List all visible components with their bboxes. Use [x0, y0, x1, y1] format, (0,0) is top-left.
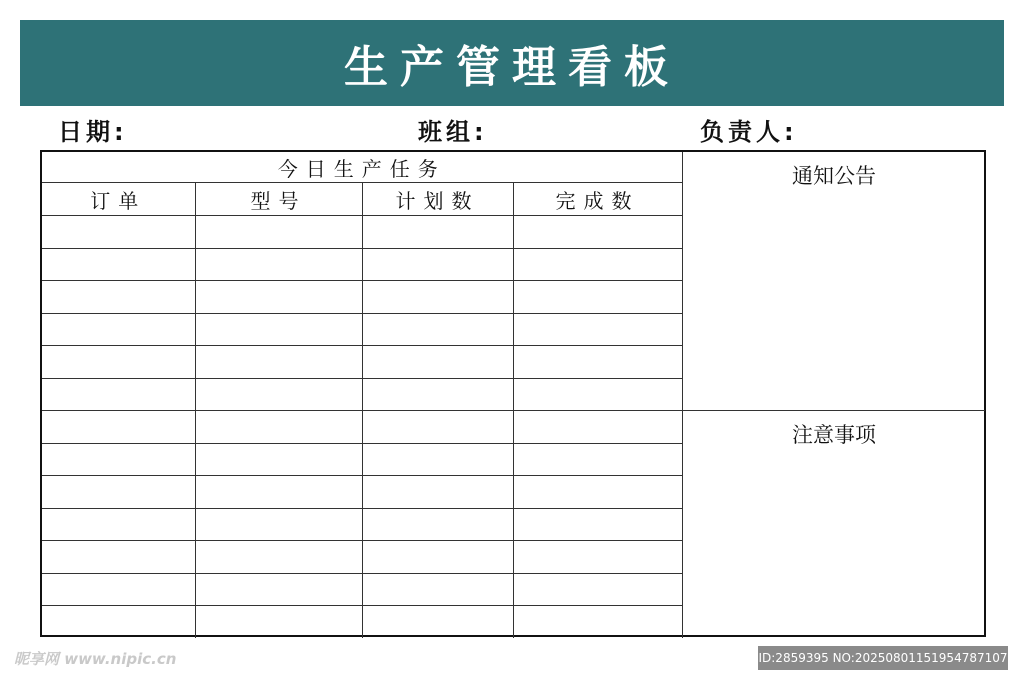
table-cell	[513, 346, 682, 379]
table-row	[42, 541, 682, 574]
notice-section	[683, 152, 985, 411]
table-cell	[195, 313, 362, 346]
table-cell	[42, 411, 195, 444]
table-cell	[195, 378, 362, 411]
table-cell	[42, 346, 195, 379]
table-cell	[513, 508, 682, 541]
table-cell	[195, 281, 362, 314]
table-row	[42, 248, 682, 281]
table-cell	[362, 346, 513, 379]
table-row	[42, 606, 682, 638]
table-cell	[195, 508, 362, 541]
watermark-id-badge: ID:2859395 NO:20250801151954787107	[758, 646, 1008, 670]
table-cell	[42, 541, 195, 574]
table-cell	[362, 606, 513, 638]
table-cell	[513, 411, 682, 444]
table-row	[42, 378, 682, 411]
table-cell	[195, 411, 362, 444]
column-header-order: 订单	[42, 183, 195, 216]
table-cell	[513, 378, 682, 411]
table-cell	[42, 508, 195, 541]
table-cell	[362, 248, 513, 281]
board-frame	[40, 150, 986, 637]
caution-section	[683, 411, 985, 635]
table-cell	[195, 541, 362, 574]
table-cell	[195, 346, 362, 379]
table-cell	[42, 216, 195, 249]
table-row	[42, 411, 682, 444]
header-bar	[20, 20, 1004, 106]
table-cell	[42, 313, 195, 346]
date-label: 日期:	[58, 118, 128, 146]
team-label: 班组:	[418, 118, 488, 146]
table-cell	[42, 606, 195, 638]
table-cell	[362, 443, 513, 476]
table-cell	[513, 606, 682, 638]
task-table-title: 今日生产任务	[42, 152, 682, 183]
table-cell	[513, 573, 682, 606]
column-header-completed: 完成数	[513, 183, 682, 216]
table-cell	[195, 606, 362, 638]
side-panel	[682, 152, 985, 635]
column-header-model: 型号	[195, 183, 362, 216]
table-row	[42, 573, 682, 606]
table-cell	[513, 281, 682, 314]
watermark-left: 昵享网 www.nipic.cn	[14, 650, 177, 668]
table-cell	[42, 573, 195, 606]
caution-title: 注意事项	[792, 423, 876, 447]
table-cell	[513, 248, 682, 281]
table-cell	[362, 411, 513, 444]
table-cell	[513, 541, 682, 574]
table-cell	[362, 541, 513, 574]
table-cell	[513, 313, 682, 346]
table-cell	[42, 476, 195, 509]
table-cell	[362, 216, 513, 249]
column-header-planned: 计划数	[362, 183, 513, 216]
table-cell	[195, 216, 362, 249]
table-cell	[195, 476, 362, 509]
table-row	[42, 346, 682, 379]
table-cell	[195, 443, 362, 476]
table-row	[42, 443, 682, 476]
table-cell	[195, 573, 362, 606]
table-cell	[362, 476, 513, 509]
table-row	[42, 313, 682, 346]
table-cell	[42, 378, 195, 411]
table-cell	[362, 378, 513, 411]
table-cell	[513, 443, 682, 476]
table-cell	[362, 313, 513, 346]
table-cell	[362, 573, 513, 606]
table-cell	[42, 443, 195, 476]
notice-title: 通知公告	[792, 164, 876, 188]
table-row	[42, 476, 682, 509]
table-cell	[195, 248, 362, 281]
owner-label: 负责人:	[700, 118, 798, 146]
table-cell	[513, 476, 682, 509]
board-title: 生产管理看板	[344, 42, 680, 93]
table-cell	[513, 216, 682, 249]
table-row	[42, 508, 682, 541]
task-table	[42, 152, 683, 638]
table-row	[42, 281, 682, 314]
table-cell	[42, 281, 195, 314]
table-cell	[42, 248, 195, 281]
table-cell	[362, 508, 513, 541]
table-cell	[362, 281, 513, 314]
table-row	[42, 216, 682, 249]
